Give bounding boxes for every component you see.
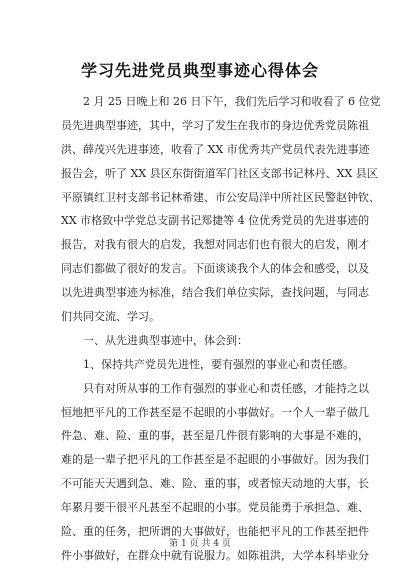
paragraph-1-line-3: 洪、薛茂兴先进事迹，收看了 XX 市优秀共产党员代表先进事迹: [61, 142, 370, 156]
paragraph-2-line-1: 只有对所从事的工作有强烈的事业心和责任感，才能持之以: [83, 381, 369, 395]
paragraph-2-line-2: 恒地把平凡的工作甚至是不起眼的小事做好。一个人一辈子做几: [61, 405, 369, 419]
paragraph-1-line-6: XX 市格致中学党总支副书记郑捷等 4 位优秀党员的先进事迹的: [61, 214, 370, 228]
paragraph-1-line-2: 员先进典型事迹，其中，学习了发生在我市的身边优秀党员陈祖: [61, 118, 369, 132]
paragraph-1-line-5: 平原镇红卫村支部书记林希建、市公安局洋中所社区民警赵钟钦、: [61, 190, 380, 204]
paragraph-2-line-3: 件急、难、险、重的事，甚至是几件很有影响的大事是不难的，: [61, 429, 369, 443]
paragraph-1-line-4: 报告会，听了 XX 县区东街街道军门社区支部书记林丹、XX 县区: [61, 166, 378, 180]
subsection-heading: 1、保持共产党员先进性，要有强烈的事业心和责任感。: [83, 357, 354, 371]
section-heading: 一、从先进典型事迹中，体会到：: [83, 333, 248, 347]
paragraph-1-line-10: 们共同交流、学习。: [61, 310, 160, 324]
paragraph-2-line-8: 件小事做好，在群众中就有说服力。如陈祖洪，大学本科毕业分: [61, 548, 369, 562]
document-title: 学习先进党员典型事迹心得体会: [80, 61, 319, 80]
paragraph-2-line-7: 险、重的任务，把所谓的大事做好，也能把平凡的工作甚至把件: [61, 525, 369, 539]
page-number-footer: 第 1 页 共 4 页: [169, 539, 231, 549]
paragraph-1-line-9: 以先进典型事迹为标准，结合我们单位实际，查找问题，与同志: [61, 286, 369, 300]
paragraph-1-line-1: 2 月 25 日晚上和 26 日下午，我们先后学习和收看了 6 位党: [83, 95, 381, 108]
document-body: [61, 90, 381, 568]
paragraph-2-line-4: 难的是一辈子把平凡的工作甚至是不起眼的小事做好。因为我们: [61, 453, 369, 467]
paragraph-2-line-5: 不可能天天遇到急、难、险、重的事，或者惊天动地的大事，长: [61, 477, 369, 491]
paragraph-2-line-6: 年累月要干很平凡甚至不起眼的小事。党员能勇于承担急、难、: [61, 501, 369, 515]
paragraph-1-line-7: 报告，对我有很大的启发，我想对同志们也有很大的启发，刚才: [61, 238, 369, 252]
paragraph-1-line-8: 同志们都做了很好的发言。下面谈谈我个人的体会和感受，以及: [61, 262, 369, 276]
